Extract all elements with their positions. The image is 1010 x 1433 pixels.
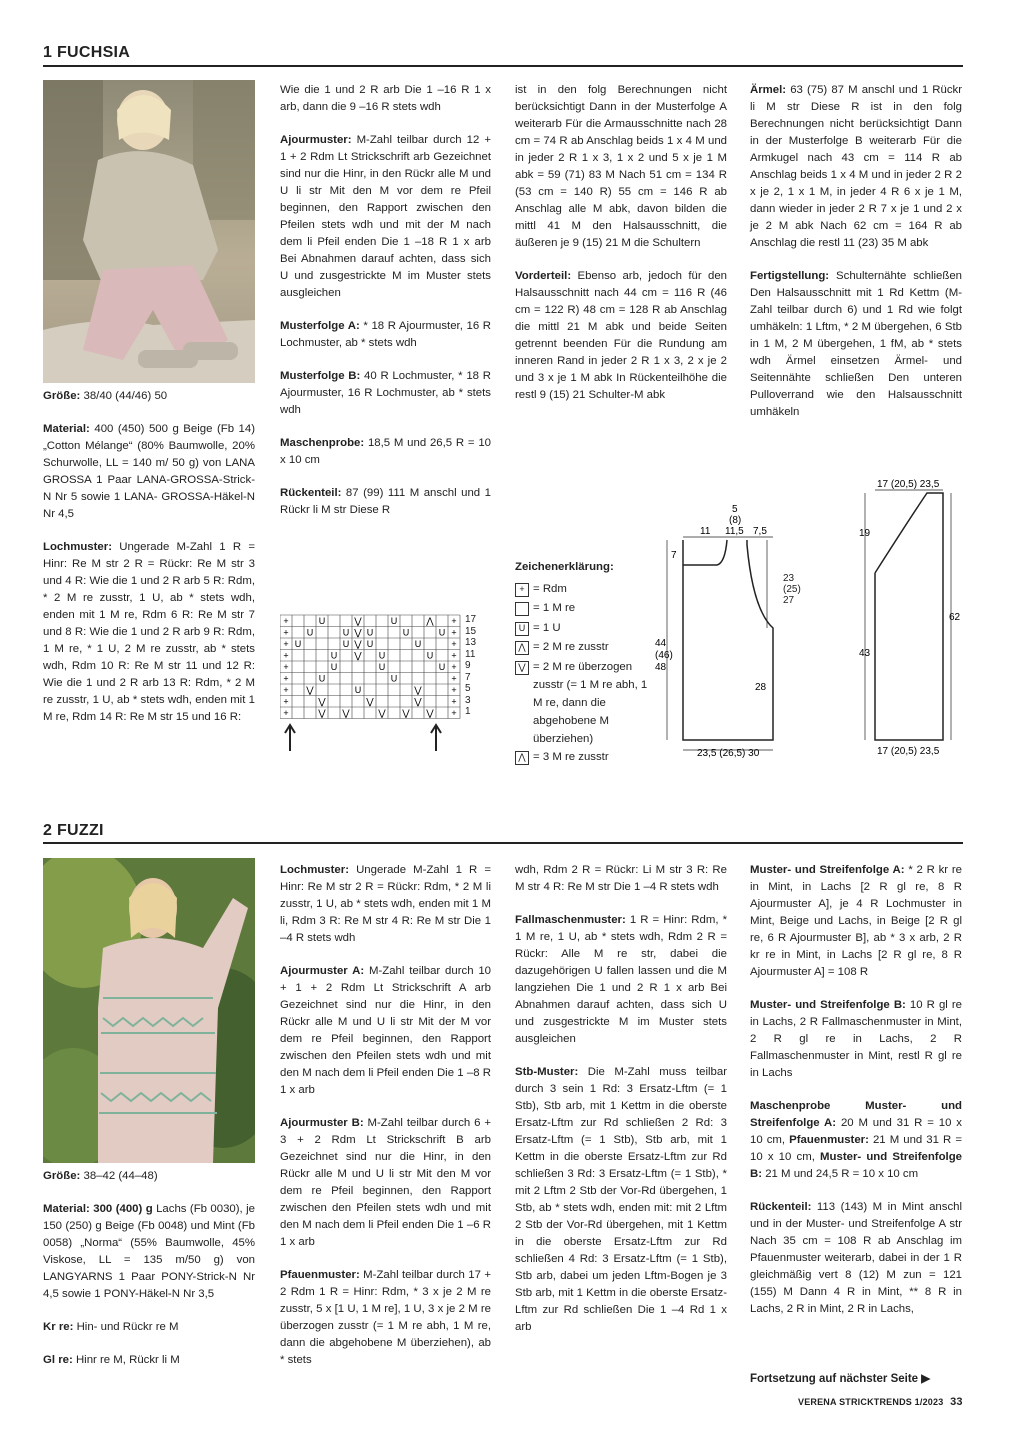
legend-item: = 1 M re	[515, 599, 655, 619]
chart-symbol: ⋁	[318, 696, 326, 707]
krre-label: Kr re:	[43, 1321, 74, 1333]
chart-symbol: U	[366, 627, 374, 638]
maschenprobe-label: Maschenprobe:	[280, 437, 365, 449]
pfauenmuster-text: M-Zahl teilbar durch 17 + 2 Rdm 1 R = Hinr: Rdm, * 3 x je 2 M re zusstr, 5 x [1 U, 1 M re], 1 U, 3 x je 2 M re überzogen zusstr (= 1 M re abh, 1 M re, dann die abgehobene M überziehen), ab * stets	[280, 1269, 491, 1366]
chart-symbol: +	[451, 673, 457, 684]
chart-symbol: U	[414, 639, 422, 649]
chart-symbol: ⋁	[354, 639, 362, 649]
ajour-b-label: Ajourmuster B:	[280, 1117, 364, 1129]
lochmuster-label: Lochmuster:	[280, 864, 349, 876]
chart-row-number: 11	[465, 648, 476, 660]
continuation-link[interactable]: Fortsetzung auf nächster Seite ▶	[750, 1373, 931, 1385]
streifen-b-text: 10 R gl re in Lachs, 2 R Fallmaschenmuster in Mint, 2 R gl re in Lachs, 2 R Fallmaschenmuster in Mint, restl R gl re in Lachs	[750, 999, 963, 1079]
chart-symbol: U	[354, 685, 362, 695]
chart-row-number: 13	[465, 637, 477, 648]
chart-symbol: U	[330, 650, 338, 661]
ajour-text: M-Zahl teilbar durch 12 + 1 + 2 Rdm Lt Strickschrift arb Gezeichnet sind nur die Hinr, in den Rückr alle M und U li str Mit den M vor dem re Pfeil beginnen, den Rapport zwischen den Pfeilen stets wdh und mit der M nach dem li Pfeil enden Die 1 –18 R 1 x arb Bei Abnahmen darauf achten, dass sich U und zusgestrickte M im Muster stets ausgleichen	[280, 134, 491, 299]
ajour-b-text: M-Zahl teilbar durch 6 + 3 + 2 Rdm Lt Strickschrift B arb Gezeichnet sind nur die Hinr, in den Rückr alle M und U li str Mit den M vor dem re Pfeil beginnen, den Rapport zwischen den Pfeilen stets wdh und mit den M nach dem li Pfeil enden Die 1 –6 R 1 x arb	[280, 1117, 491, 1248]
col3-start: wdh, Rdm 2 R = Rückr: Li M str 3 R: Re M str 4 R: Re M str Die 1 –4 R stets wdh	[515, 864, 727, 893]
lochmuster-text: Ungerade M-Zahl 1 R = Hinr: Re M str 2 R = Rückr: Re M str 3 und 4 R: Wie die 1 und 2 R arb 5 R: Rdm, * 2 M re zusstr, 1 U, ab * stets wdh, enden mit 1 M re, Rdm 6 R: Re M str 7 und 8 R: Wie die 1 und 2 R arb 9 R: Rdm, 1 M re, * 1 U, 2 M re zusstr, ab * stets wdh, Rdm 10 R: Re M str 11 und 12 R: Wie die 1 und 2 R arb 13 R: Rdm, * 2 M re zusstr, 1 U, ab * stets wdh, enden mit 1 M re, Rdm 14 R: Re M str 15 und 16 R:	[43, 541, 255, 723]
musterfolge-a-label: Musterfolge A:	[280, 320, 360, 332]
chart-symbol: U	[378, 650, 386, 661]
material-text: Lachs (Fb 0030), je 150 (250) g Beige (Fb 0048) und Mint (Fb 0058) „Norma“ (55% Baumwolle, 45% Viskose, LL = 135 m/50 g) von LANGYARNS 1 Paar PONY-Strick-N Nr 4,5 sowie 1 PONY-Häkel-N Nr 3,5	[43, 1203, 255, 1300]
legend-item: ⋁ = 2 M re überzogen zusstr (= 1 M re abh, 1 M re, dann die abgehobene M überziehen)	[515, 658, 655, 748]
chart-symbol: +	[283, 662, 289, 672]
chart-symbol: ⋁	[354, 650, 362, 661]
krre-text: Hin- und Rückr re M	[76, 1321, 179, 1333]
chart-row-number: 9	[465, 660, 471, 671]
chart-symbol: ⋁	[354, 627, 362, 638]
dim-sleeve-bottom: 17 (20,5) 23,5	[877, 746, 940, 757]
ajour-label: Ajourmuster:	[280, 134, 352, 146]
chart-legend	[515, 558, 655, 767]
chart-symbol: ⋁	[414, 685, 422, 695]
streifen-b-label: Muster- und Streifenfolge B:	[750, 999, 906, 1011]
chart-symbol: ⋀	[426, 616, 434, 626]
legend-item: ⋀ = 3 M re zusstr	[515, 748, 655, 768]
s2-col4-text: Muster- und Streifenfolge A: * 2 R kr re in Mint, in Lachs [2 R gl re, 8 R Ajourmuster A], je 4 R Lochmuster in Mint, Beige und Lachs, in Beige [2 R gl re, 6 R Ajourmuster B], ab * 3 x arb, 2 R kr re in Mint, in Lachs [2 R gl re, 8 R Ajourmuster A] = 108 R Muster- und Streifenfolge B: 10 R gl re in Lachs, 2 R Fallmaschenmuster in Mint, 2 R gl re in Lachs, 2 R Fallmaschenmuster in Mint, restl R gl re in Lachs Maschenprobe Muster- und Streifenfolge A: 20 M und 31 R = 10 x 10 cm, Pfauenmuster: 21 M und 31 R = 10 x 10 cm, Muster- und Streifenfolge B: 21 M und 24,5 R = 10 x 10 cm Rückenteil: 113 (143) M in Mint anschl und in der Muster- und Streifenfolge A str Nach 35 cm = 108 R ab Anschlag im Pfauenmuster weiterarb, dabei in der 1 R gleichmäßig vert 8 (12) M zun = 121 (155) M Dann 4 R in Mint, ** 8 R in Lachs, 2 R in Mint, 2 R in Lachs,	[750, 864, 963, 1315]
chart-symbol: U	[318, 673, 326, 684]
chart-symbol: U	[402, 627, 410, 638]
dim-width: 23,5 (26,5) 30	[697, 748, 760, 759]
section-divider	[43, 842, 963, 844]
legend-title: Zeichenerklärung:	[515, 561, 614, 573]
chart-symbol: +	[451, 650, 457, 661]
edge-stitch-icon: +	[515, 583, 529, 597]
vorderteil-text: Ebenso arb, jedoch für den Halsausschnitt nach 44 cm = 116 R (46 cm = 122 R) 48 cm = 128 R ab Anschlag die mittl 21 M abk und beide Seiten getrennt beenden Für die Rundung am inneren Rand in jeder 2 R 1 x 3, 2 x je 2 und 3 x je 1 M abk In Rückenteilhöhe die restl 9 (15) 21 Schulter-M abk	[515, 270, 727, 401]
armhole-dims: 23 (25) 27	[783, 573, 801, 606]
s2-col1-text	[43, 1168, 255, 1385]
chart-row-number: 3	[465, 694, 471, 706]
glre-text: Hinr re M, Rückr li M	[75, 1354, 180, 1366]
size-value: 38/40 (44/46) 50	[83, 390, 168, 402]
dim-cap-h: 19	[859, 528, 871, 539]
rueckenteil-label: Rückenteil:	[750, 1201, 812, 1213]
col1-text	[43, 388, 255, 742]
streifen-a-label: Muster- und Streifenfolge A:	[750, 864, 905, 876]
chart-symbol: U	[294, 639, 302, 649]
material-label: Material:	[43, 423, 90, 435]
chart-symbol: ⋁	[366, 696, 374, 707]
dim-sleeve-side: 43	[859, 648, 871, 659]
knit-stitch-icon	[515, 602, 529, 616]
chart-symbol: U	[342, 627, 350, 638]
chart-symbol: +	[283, 639, 289, 649]
chart-symbol: +	[451, 616, 457, 626]
chart-symbol: U	[438, 627, 446, 638]
pfauenmuster-label: Pfauenmuster:	[280, 1269, 360, 1281]
ajour-a-label: Ajourmuster A:	[280, 965, 365, 977]
lochmuster-label: Lochmuster:	[43, 541, 112, 553]
sleeve-schematic	[855, 478, 965, 762]
stb-label: Stb-Muster:	[515, 1066, 579, 1078]
dim-total-h1: 44	[655, 638, 667, 649]
chart-symbol: ⋁	[354, 616, 362, 626]
maschenprobe-text: 18,5 M und 26,5 R = 10 x 10 cm	[280, 437, 491, 466]
ssk-icon: ⋁	[515, 661, 529, 675]
chart-symbol: U	[318, 616, 326, 626]
model-photo-fuchsia	[43, 80, 255, 383]
chart-symbol: ⋁	[402, 708, 410, 718]
chart-symbol: U	[366, 639, 374, 649]
rueckenteil-text: 113 (143) M in Mint anschl und in der Muster- und Streifenfolge A str Nach 35 cm = 108 R ab Anschlag im Pfauenmuster weiterarb, dabei in der 1 R gleichmäßig vert 8 (12) M zun = 121 (155) M Dann 4 R in Mint, ** 8 R in Lachs, 2 R in Mint, 2 R in Lachs,	[750, 1201, 962, 1315]
dim-neck-depth: 5	[732, 504, 738, 515]
chart-symbol: +	[283, 696, 289, 707]
dim-sleeve-total: 62	[949, 612, 961, 623]
chart-symbol: U	[426, 650, 434, 661]
chart-symbol: +	[283, 650, 289, 661]
col2-text	[280, 82, 491, 535]
material-label: Material:	[43, 1203, 90, 1215]
model-photo-fuzzi	[43, 858, 255, 1163]
chart-symbol: +	[451, 627, 457, 638]
chart-symbol: U	[330, 662, 338, 672]
size-label: Größe:	[43, 390, 81, 402]
rueckenteil-text: 87 (99) 111 M anschl und 1 Rückr li M str Diese R	[280, 487, 491, 516]
col2-start: Wie die 1 und 2 R arb Die 1 –16 R 1 x arb, dann die 9 –16 R stets wdh	[280, 84, 491, 113]
vorderteil-label: Vorderteil:	[515, 270, 572, 282]
dim-neck-mid: 11,5	[725, 526, 744, 537]
chart-symbol: U	[390, 616, 398, 626]
chart-symbol: +	[283, 616, 289, 626]
lochmuster-text: Ungerade M-Zahl 1 R = Hinr: Re M str 2 R = Rückr: Rdm, * 2 M li zusstr, 1 U, ab * stets wdh, enden mit 1 M li, Rdm 3 R: Re M str 4 R: Re M str Die 1 –4 R stets wdh	[280, 864, 492, 944]
chart-symbol: +	[283, 627, 289, 638]
chart-symbol: ⋁	[378, 708, 386, 718]
material-text: 400 (450) 500 g Beige (Fb 14) „Cotton Mélange“ (80% Baumwolle, 20% Schurwolle, LL = 140 m/ 50 g) von LANA GROSSA 1 Paar LANA-GROSSA-Strick-N Nr 5 sowie 1 LANA- GROSSA-Häkel-N Nr 4,5	[43, 423, 256, 520]
page-footer	[798, 1396, 963, 1408]
col4-text	[750, 82, 962, 437]
streifen-a-text: * 2 R kr re in Mint, in Lachs [2 R gl re, 8 R Ajourmuster A], je 4 R Lochmuster in Mint, Beige und Lachs, in Beige [2 R gl re, 6 R Ajourmuster B], ab * 3 x arb, 2 R kr re in Mint, in Lachs [2 R gl re, 8 R Ajourmuster A] = 108 R	[750, 864, 962, 978]
chart-row-number: 5	[465, 683, 471, 694]
legend-item: + = Rdm	[515, 580, 655, 600]
section-title-fuzzi: 2 FUZZI	[43, 822, 104, 839]
rueckenteil-label: Rückenteil:	[280, 487, 342, 499]
chart-row-number: 17	[465, 614, 477, 625]
yarn-over-icon: U	[515, 622, 529, 636]
chart-symbol: U	[342, 639, 350, 649]
dim-neck-depth2: (8)	[729, 515, 742, 526]
chart-symbol: U	[378, 662, 386, 672]
col3-body: ist in den folg Berechnungen nicht berücksichtigt Dann in der Musterfolge A weiterarb Für die Armausschnitte nach 28 cm = 74 R ab Anschlag beids 1 x 4 M und in jeder 2 R 1 x 3, 1 x 2 und 5 x je 1 M abk = 59 (71) 83 M Nach 51 cm = 134 R (53 cm = 140 R) 55 cm = 146 R ab Anschlag alle M abk, davon bilden die mittl 41 M den Halsausschnitt, die äußeren je 9 (15) 21 M die Schultern	[515, 84, 727, 249]
chart-symbol: +	[283, 685, 289, 695]
dim-shoulder: 7,5	[753, 526, 767, 537]
maschenprobe-label: Maschenprobe Muster- und Streifenfolge A:	[750, 1100, 962, 1129]
dim-neck: 11	[700, 526, 711, 537]
chart-symbol: +	[451, 685, 457, 695]
chart-symbol: +	[451, 639, 457, 649]
k3tog-icon: ⋀	[515, 751, 529, 765]
chart-row-number: 15	[465, 625, 477, 637]
chart-symbol: U	[306, 627, 314, 638]
dim-sleeve-top: 17 (20,5) 23,5	[877, 479, 940, 490]
legend-item: U = 1 U	[515, 619, 655, 639]
material-amount: 300 (400) g	[93, 1203, 153, 1215]
chart-symbol: ⋁	[318, 708, 326, 718]
musterfolge-b-text: 40 R Lochmuster, * 18 R Ajourmuster, 16 R Lochmuster, ab * stets wdh	[280, 370, 491, 416]
stb-text: Die M-Zahl muss teilbar durch 3 sein 1 Rd: 3 Ersatz-Lftm (= 1 Stb), Stb arb, mit 1 Kettm in die oberste Ersatz-Lftm zur Rd schließen 2 Rd: 3 Ersatz-Lftm (= 1 Stb), Stb arb, mit 1 Kettm in die oberste Ersatz-Lftm zur Rd schließen 3 Rd: 3 Ersatz-Lftm (= 1 Stb), * mit 2 Lftm 2 Stb der Vor-Rd übergehen, 1 Stb, ab * stets wdh, enden mit: mit 2 Lftm 2 Stb der Vor-Rd übergehen, mit 1 Kettm in die oberste Ersatz-Lftm zur Rd schließen 4 Rd: 3 Ersatz-Lftm (= 1 Stb), Stb arb, dabei um jeden Lftm-Bogen je 3 Stb arb, mit 1 Kettm in die oberste Ersatz-Lftm zur Rd schließen Die 1 –4 Rd 1 x arb	[515, 1066, 728, 1333]
legend-item: ⋀ = 2 M re zusstr	[515, 638, 655, 658]
chart-symbol: ⋁	[306, 685, 314, 695]
fertigstellung-label: Fertigstellung:	[750, 270, 830, 282]
magazine-name: VERENA STRICKTRENDS 1/2023	[798, 1397, 944, 1407]
chart-symbol: +	[283, 673, 289, 684]
s2-col2-text	[280, 862, 491, 1385]
chart-symbol: ⋁	[414, 696, 422, 707]
k2tog-icon: ⋀	[515, 641, 529, 655]
size-value: 38–42 (44–48)	[83, 1170, 158, 1182]
fertigstellung-text: Schulternähte schließen Den Halsausschnitt mit 1 Rd Kettm (M-Zahl teilbar durch 6) und 1 Rd wie folgt umhäkeln: 1 Lftm, * 2 M übergehen, 6 Stb in 1 M, 2 M übergehen, 1 fM, ab * stets wdh Ärmel einsetzen Ärmel- und Seitennähte schließen Den unteren Pulloverrand wie den Halsausschnitt umhäkeln	[750, 270, 962, 418]
dim-armhole-drop: 7	[671, 550, 677, 561]
glre-label: Gl re:	[43, 1354, 73, 1366]
chart-symbol: +	[451, 662, 457, 672]
chart-symbol: U	[390, 673, 398, 684]
musterfolge-a-text: * 18 R Ajourmuster, 16 R Lochmuster, ab * stets wdh	[280, 320, 492, 349]
dim-side-h: 28	[755, 682, 767, 693]
s2-col3-text	[515, 862, 727, 1352]
dim-total-h2: (46)	[655, 650, 673, 661]
ajour-a-text: M-Zahl teilbar durch 10 + 1 + 2 Rdm Lt Strickschrift A arb Gezeichnet sind nur die Hinr, in den Rückr alle M und U li str Mit der M vor dem re Pfeil beginnen, den Rapport zwischen den Pfeilen stets wdh und mit den M nach dem li Pfeil enden Die 1 –8 R 1 x arb	[280, 965, 492, 1096]
chart-row-number: 7	[465, 671, 471, 683]
knitting-chart	[280, 613, 480, 758]
chart-symbol: ⋁	[342, 708, 350, 718]
right-arrow-icon	[285, 725, 295, 751]
chart-row-number: 1	[465, 706, 471, 717]
left-arrow-icon	[431, 725, 441, 751]
page-number: 33	[950, 1396, 963, 1408]
chart-symbol: +	[451, 708, 457, 718]
body-schematic	[655, 500, 801, 762]
chart-symbol: U	[438, 662, 446, 672]
dim-total-h3: 48	[655, 662, 667, 673]
col3-text	[515, 82, 727, 420]
section-title-fuchsia: 1 FUCHSIA	[43, 44, 131, 61]
size-label: Größe:	[43, 1170, 81, 1182]
fallmaschen-text: 1 R = Hinr: Rdm, * 1 M re, 1 U, ab * stets wdh, Rdm 2 R = Rückr: Alle M re str, dabei die dazugehörigen U fallen lassen und die M langziehen Die 1 und 2 R 1 x arb Bei Abnahmen darauf achten, dass sich U und zusgestrickte M im Muster stets ausgleichen	[515, 914, 728, 1045]
aermel-label: Ärmel:	[750, 84, 787, 96]
chart-symbol: +	[283, 708, 289, 718]
aermel-text: 63 (75) 87 M anschl und 1 Rückr li M str Diese R ist in den folg Berechnungen nicht berücksichtigt Dann in der Musterfolge B weiterarb Für die Armkugel nach 43 cm = 114 R ab Anschlag beids 1 x 4 M und in jeder 2 R 2 x je 2, 1 x 1 M, in jeder 4 R 6 x je 1 M, dann wieder in jeder 2 R 7 x je 1 und 2 x je 2 M abk Nach 62 cm = 164 R ab Anschlag die restl 11 (23) 35 M abk	[750, 84, 962, 249]
section-divider	[43, 65, 963, 67]
chart-symbol: ⋁	[426, 708, 434, 718]
fallmaschen-label: Fallmaschenmuster:	[515, 914, 626, 926]
chart-symbol: +	[451, 696, 457, 707]
musterfolge-b-label: Musterfolge B:	[280, 370, 361, 382]
